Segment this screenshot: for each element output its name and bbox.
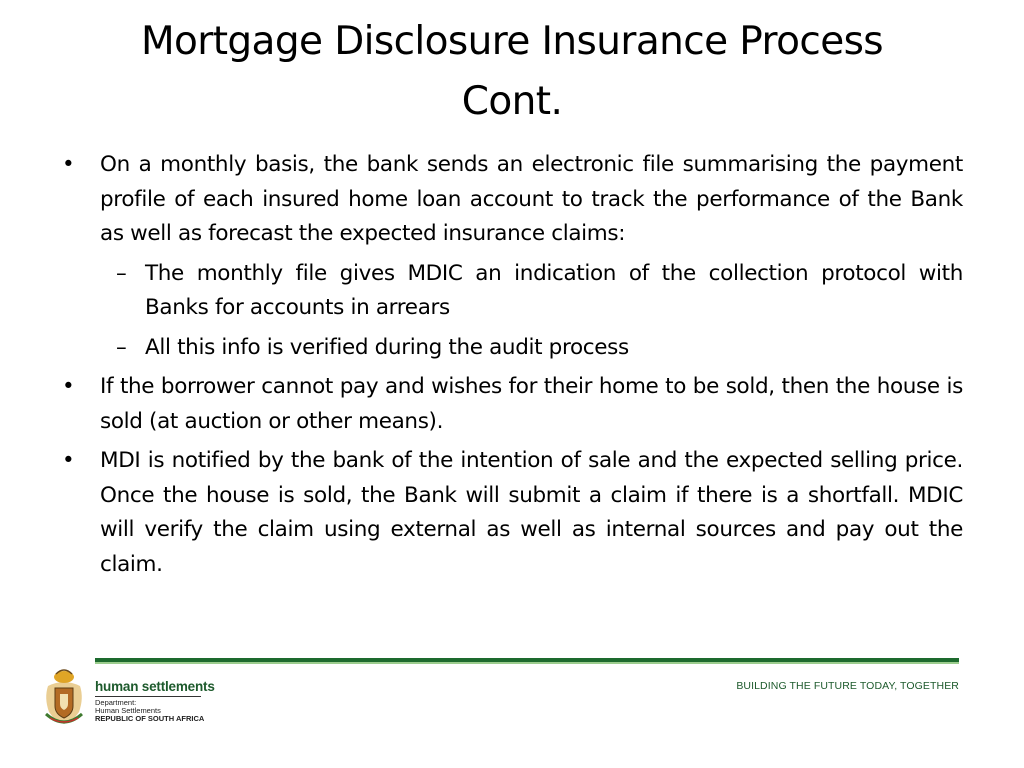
department-name: human settlements (95, 679, 215, 694)
bullet-item (60, 444, 963, 582)
department-label: Department: (95, 698, 137, 707)
slide-title-line2: Cont. (461, 79, 563, 124)
department-full-name: Human Settlements (95, 706, 161, 715)
sub-bullet-item (60, 331, 963, 366)
slide-title (60, 12, 964, 132)
bullet-marker: • (62, 152, 75, 177)
slide-body (60, 148, 963, 587)
sub-bullet-marker: – (116, 334, 127, 360)
coat-of-arms-icon (40, 668, 88, 728)
footer-tagline: BUILDING THE FUTURE TODAY, TOGETHER (736, 680, 959, 692)
bullet-text: If the borrower cannot pay and wishes for their home to be sold, then the house is sold (at auction or other means). (100, 374, 963, 434)
bullet-marker: • (62, 374, 75, 399)
department-rule (95, 696, 201, 697)
bullet-item (60, 148, 963, 252)
bullet-marker: • (62, 448, 75, 473)
sub-bullet-text: The monthly file gives MDIC an indication of the collection protocol with Banks for accounts in arrears (145, 260, 963, 320)
bullet-text: MDI is notified by the bank of the intention of sale and the expected selling price. Once the house is sold, the Bank will submit a claim if there is a shortfall. MDIC will verify the claim using external as well as internal sources and pay out the claim. (100, 448, 963, 577)
sub-bullet-text: All this info is verified during the audit process (145, 334, 629, 360)
bullet-item (60, 370, 963, 439)
sub-bullet-item (60, 257, 963, 326)
country-name: REPUBLIC OF SOUTH AFRICA (95, 714, 205, 723)
footer-divider-accent (95, 662, 959, 664)
slide-title-line1: Mortgage Disclosure Insurance Process (140, 19, 884, 64)
bullet-text: On a monthly basis, the bank sends an electronic file summarising the payment profile of each insured home loan account to track the performance of the Bank as well as forecast the expected insurance claims: (100, 152, 963, 246)
sub-bullet-marker: – (116, 260, 127, 286)
